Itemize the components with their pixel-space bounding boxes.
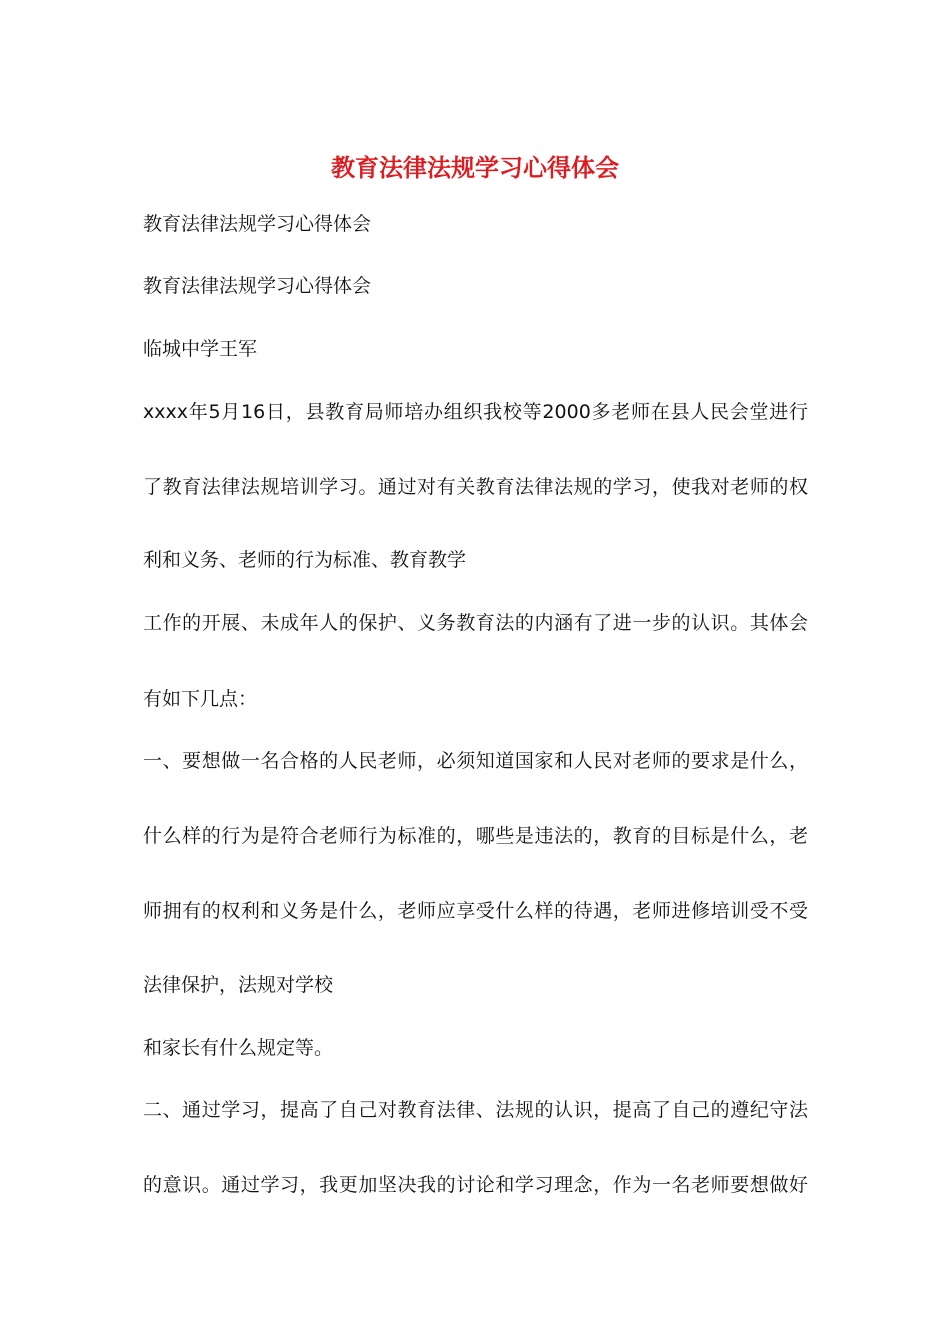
- paragraph-line: 利和义务、老师的行为标准、教育教学: [143, 549, 467, 571]
- paragraph-line: 法律保护，法规对学校: [143, 974, 334, 996]
- subtitle-line-1: 教育法律法规学习心得体会: [143, 213, 372, 235]
- paragraph-line: 有如下几点：: [143, 688, 258, 710]
- paragraph-line: xxxx年5月16日，县教育局师培办组织我校等2000多老师在县人民会堂进行: [143, 401, 808, 423]
- paragraph-line: 什么样的行为是符合老师行为标准的，哪些是违法的，教育的目标是什么，老: [143, 825, 808, 847]
- paragraph-line: 和家长有什么规定等。: [143, 1037, 334, 1059]
- paragraph-line: 一、要想做一名合格的人民老师，必须知道国家和人民对老师的要求是什么，: [143, 750, 808, 772]
- paragraph-line: 的意识。通过学习，我更加坚决我的讨论和学习理念，作为一名老师要想做好: [143, 1174, 808, 1196]
- author-line: 临城中学王军: [143, 338, 258, 360]
- paragraph-line: 工作的开展、未成年人的保护、义务教育法的内涵有了进一步的认识。其体会: [143, 612, 808, 634]
- subtitle-line-2: 教育法律法规学习心得体会: [143, 275, 372, 297]
- paragraph-line: 二、通过学习，提高了自己对教育法律、法规的认识，提高了自己的遵纪守法: [143, 1099, 808, 1121]
- paragraph-line: 师拥有的权利和义务是什么，老师应享受什么样的待遇，老师进修培训受不受: [143, 900, 808, 922]
- paragraph-line: 了教育法律法规培训学习。通过对有关教育法律法规的学习，使我对老师的权: [143, 476, 808, 498]
- document-title: 教育法律法规学习心得体会: [331, 153, 619, 182]
